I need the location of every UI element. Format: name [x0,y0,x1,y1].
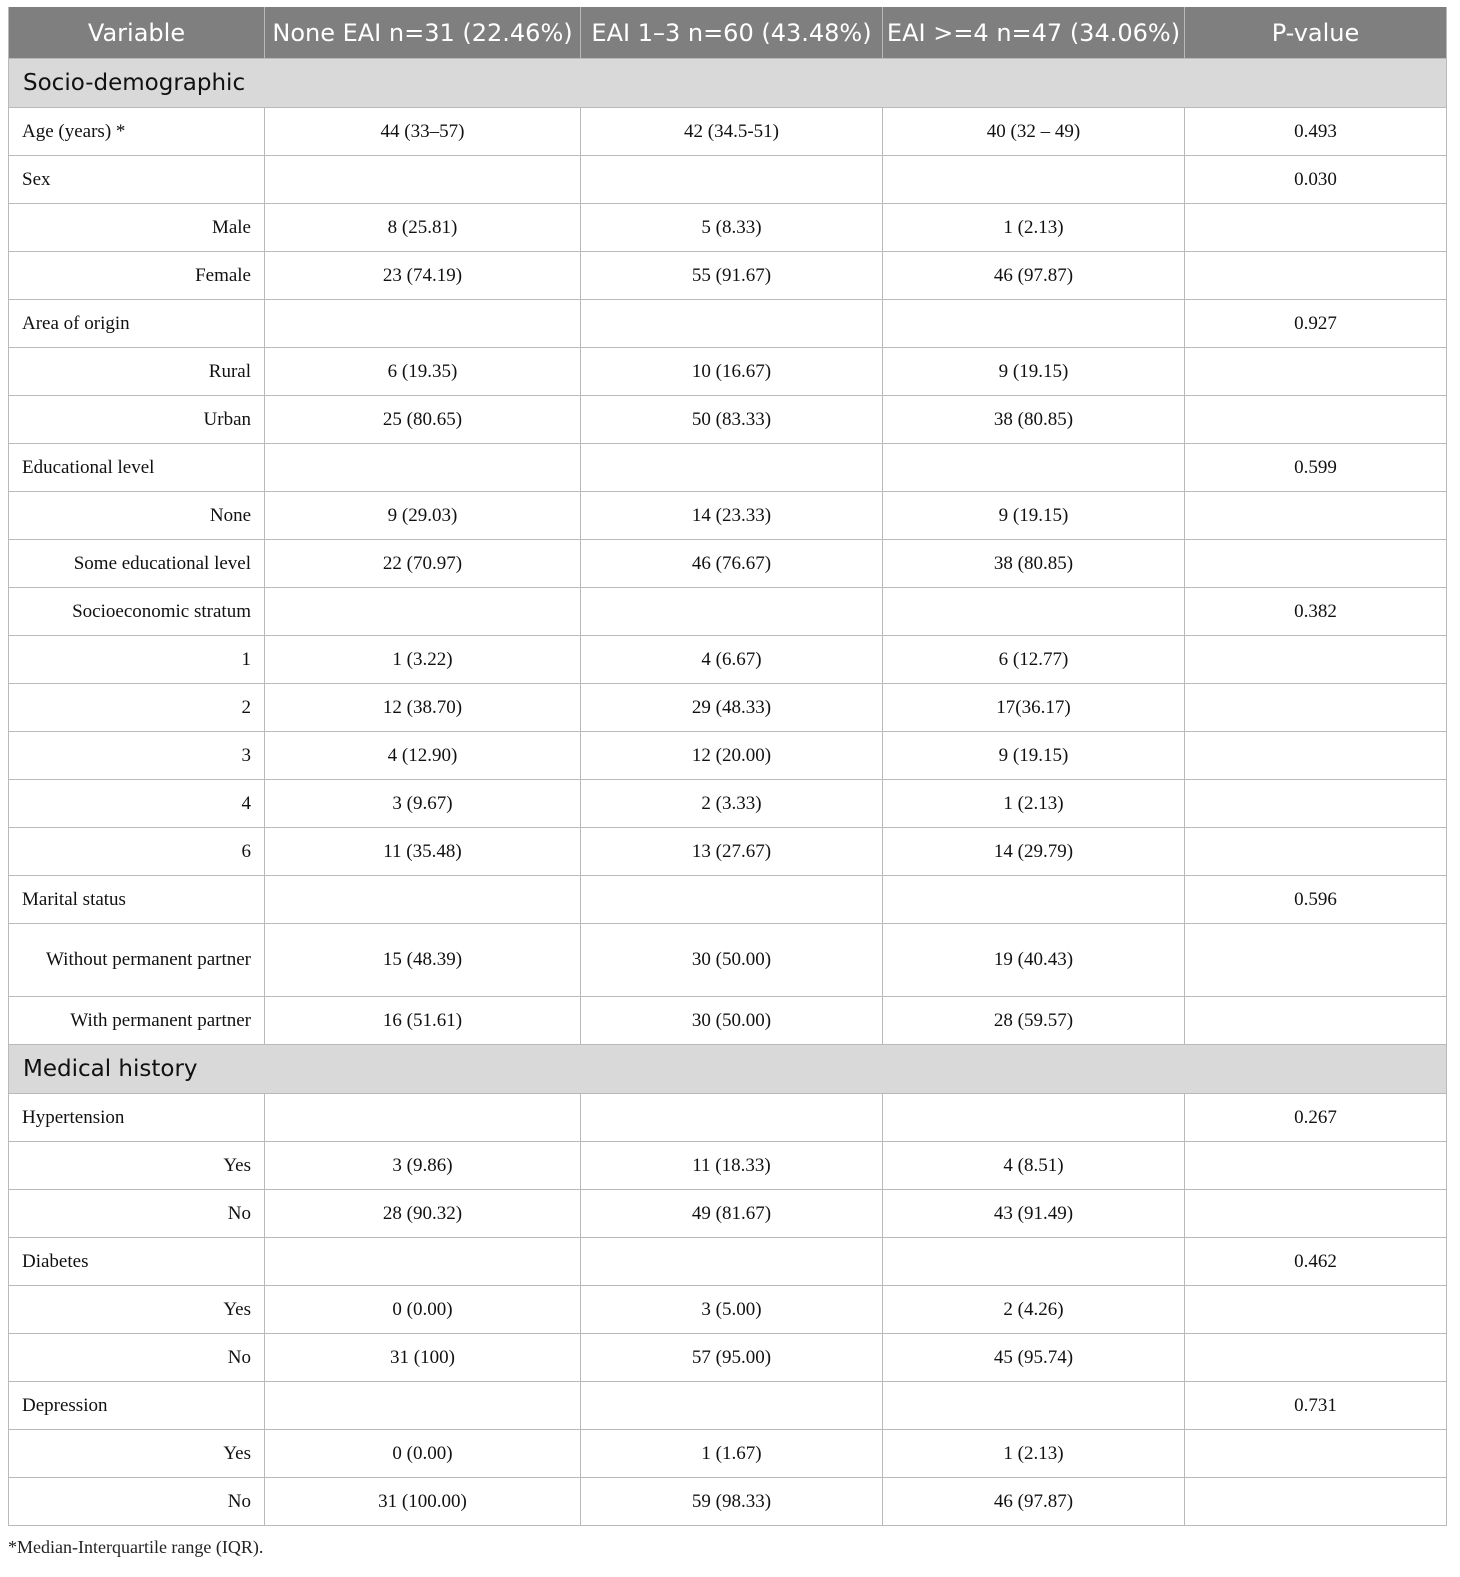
eai-4-plus-cell: 28 (59.57) [883,997,1185,1045]
none-eai-cell: 8 (25.81) [265,204,581,252]
p-value-cell [1185,396,1447,444]
p-value-cell [1185,1430,1447,1478]
p-value-cell: 0.927 [1185,300,1447,348]
p-value-cell [1185,204,1447,252]
category-label: Some educational level [9,540,265,588]
table-row [9,636,1447,684]
variable-label: Area of origin [9,300,265,348]
none-eai-cell [265,1094,581,1142]
table-row [9,876,1447,924]
section-header-row [9,59,1447,108]
eai-1-3-cell [581,1382,883,1430]
p-value-cell: 0.731 [1185,1382,1447,1430]
eai-1-3-cell: 30 (50.00) [581,997,883,1045]
eai-1-3-cell: 46 (76.67) [581,540,883,588]
table-row [9,732,1447,780]
variable-label: Age (years) * [9,108,265,156]
eai-4-plus-cell: 38 (80.85) [883,540,1185,588]
variable-label: Depression [9,1382,265,1430]
p-value-cell [1185,1286,1447,1334]
table-row [9,588,1447,636]
category-label: No [9,1334,265,1382]
eai-1-3-cell: 49 (81.67) [581,1190,883,1238]
eai-4-plus-cell [883,156,1185,204]
eai-4-plus-cell: 46 (97.87) [883,1478,1185,1526]
table-row [9,300,1447,348]
variable-label: Hypertension [9,1094,265,1142]
p-value-cell: 0.493 [1185,108,1447,156]
category-label: 6 [9,828,265,876]
p-value-cell [1185,1334,1447,1382]
none-eai-cell: 31 (100) [265,1334,581,1382]
p-value-cell [1185,780,1447,828]
table-row [9,108,1447,156]
table-row [9,1142,1447,1190]
table-row [9,540,1447,588]
section-title: Medical history [9,1045,1447,1094]
p-value-cell [1185,492,1447,540]
variable-label: Educational level [9,444,265,492]
table-row [9,444,1447,492]
header-variable: Variable [9,7,265,59]
section-title: Socio-demographic [9,59,1447,108]
header-eai-4-plus: EAI >=4 n=47 (34.06%) [883,7,1185,59]
none-eai-cell: 6 (19.35) [265,348,581,396]
eai-4-plus-cell: 14 (29.79) [883,828,1185,876]
table-container [8,7,1446,1526]
none-eai-cell: 0 (0.00) [265,1286,581,1334]
p-value-cell [1185,348,1447,396]
category-label: No [9,1478,265,1526]
eai-4-plus-cell [883,1382,1185,1430]
none-eai-cell [265,1238,581,1286]
category-label: Rural [9,348,265,396]
table-row [9,492,1447,540]
eai-4-plus-cell: 9 (19.15) [883,348,1185,396]
category-label: Without permanent partner [9,924,265,997]
header-none-eai: None EAI n=31 (22.46%) [265,7,581,59]
table-header [9,7,1447,59]
eai-1-3-cell: 12 (20.00) [581,732,883,780]
eai-1-3-cell: 11 (18.33) [581,1142,883,1190]
none-eai-cell: 23 (74.19) [265,252,581,300]
p-value-cell [1185,252,1447,300]
none-eai-cell: 44 (33–57) [265,108,581,156]
eai-4-plus-cell [883,444,1185,492]
category-label: Urban [9,396,265,444]
none-eai-cell: 25 (80.65) [265,396,581,444]
none-eai-cell [265,1382,581,1430]
eai-1-3-cell [581,156,883,204]
eai-4-plus-cell [883,1094,1185,1142]
eai-1-3-cell: 55 (91.67) [581,252,883,300]
table-row [9,1478,1447,1526]
p-value-cell [1185,828,1447,876]
category-label: No [9,1190,265,1238]
p-value-cell [1185,1142,1447,1190]
category-label: None [9,492,265,540]
category-label: 2 [9,684,265,732]
p-value-cell: 0.599 [1185,444,1447,492]
none-eai-cell: 28 (90.32) [265,1190,581,1238]
none-eai-cell [265,300,581,348]
eai-1-3-cell: 10 (16.67) [581,348,883,396]
table-row [9,1334,1447,1382]
category-label: Female [9,252,265,300]
category-label: Yes [9,1286,265,1334]
eai-1-3-cell [581,876,883,924]
none-eai-cell: 4 (12.90) [265,732,581,780]
eai-1-3-cell [581,444,883,492]
category-label: 4 [9,780,265,828]
none-eai-cell: 1 (3.22) [265,636,581,684]
eai-4-plus-cell: 6 (12.77) [883,636,1185,684]
table-row [9,396,1447,444]
p-value-cell [1185,997,1447,1045]
eai-1-3-cell: 59 (98.33) [581,1478,883,1526]
none-eai-cell: 3 (9.67) [265,780,581,828]
table-row [9,1286,1447,1334]
table-row [9,1382,1447,1430]
table-row [9,348,1447,396]
eai-4-plus-cell: 4 (8.51) [883,1142,1185,1190]
header-p-value: P-value [1185,7,1447,59]
table-row [9,997,1447,1045]
none-eai-cell: 12 (38.70) [265,684,581,732]
category-label: Socioeconomic stratum [9,588,265,636]
eai-4-plus-cell [883,1238,1185,1286]
p-value-cell [1185,1478,1447,1526]
none-eai-cell: 15 (48.39) [265,924,581,997]
table-row [9,204,1447,252]
p-value-cell: 0.030 [1185,156,1447,204]
eai-1-3-cell: 57 (95.00) [581,1334,883,1382]
table-row [9,828,1447,876]
p-value-cell: 0.267 [1185,1094,1447,1142]
eai-4-plus-cell: 46 (97.87) [883,252,1185,300]
eai-1-3-cell: 4 (6.67) [581,636,883,684]
category-label: Yes [9,1430,265,1478]
eai-4-plus-cell: 43 (91.49) [883,1190,1185,1238]
category-label: With permanent partner [9,997,265,1045]
p-value-cell: 0.596 [1185,876,1447,924]
none-eai-cell: 3 (9.86) [265,1142,581,1190]
variable-label: Sex [9,156,265,204]
eai-4-plus-cell [883,300,1185,348]
p-value-cell [1185,732,1447,780]
eai-4-plus-cell: 45 (95.74) [883,1334,1185,1382]
none-eai-cell: 31 (100.00) [265,1478,581,1526]
eai-4-plus-cell: 1 (2.13) [883,1430,1185,1478]
eai-1-3-cell: 14 (23.33) [581,492,883,540]
eai-1-3-cell: 42 (34.5-51) [581,108,883,156]
eai-1-3-cell: 30 (50.00) [581,924,883,997]
none-eai-cell: 16 (51.61) [265,997,581,1045]
none-eai-cell [265,588,581,636]
eai-1-3-cell: 1 (1.67) [581,1430,883,1478]
category-label: Male [9,204,265,252]
table-row [9,156,1447,204]
table-row [9,1430,1447,1478]
none-eai-cell [265,876,581,924]
variable-label: Diabetes [9,1238,265,1286]
table-row [9,924,1447,997]
header-row [9,7,1447,59]
category-label: 1 [9,636,265,684]
category-label: Yes [9,1142,265,1190]
table-row [9,1094,1447,1142]
table-row [9,780,1447,828]
table-row [9,1190,1447,1238]
eai-1-3-cell [581,300,883,348]
eai-4-plus-cell [883,588,1185,636]
none-eai-cell: 9 (29.03) [265,492,581,540]
header-eai-1-3: EAI 1–3 n=60 (43.48%) [581,7,883,59]
table-row [9,1238,1447,1286]
p-value-cell [1185,540,1447,588]
none-eai-cell [265,444,581,492]
eai-1-3-cell [581,1094,883,1142]
p-value-cell [1185,1190,1447,1238]
eai-1-3-cell [581,1238,883,1286]
eai-4-plus-cell: 2 (4.26) [883,1286,1185,1334]
eai-4-plus-cell: 1 (2.13) [883,204,1185,252]
none-eai-cell [265,156,581,204]
eai-4-plus-cell: 9 (19.15) [883,732,1185,780]
eai-4-plus-cell: 38 (80.85) [883,396,1185,444]
eai-4-plus-cell: 9 (19.15) [883,492,1185,540]
eai-4-plus-cell: 17(36.17) [883,684,1185,732]
eai-1-3-cell: 5 (8.33) [581,204,883,252]
characteristics-table [8,7,1447,1526]
eai-1-3-cell: 13 (27.67) [581,828,883,876]
eai-4-plus-cell [883,876,1185,924]
table-body [9,59,1447,1526]
p-value-cell: 0.382 [1185,588,1447,636]
p-value-cell [1185,924,1447,997]
eai-4-plus-cell: 40 (32 – 49) [883,108,1185,156]
none-eai-cell: 22 (70.97) [265,540,581,588]
eai-4-plus-cell: 19 (40.43) [883,924,1185,997]
p-value-cell: 0.462 [1185,1238,1447,1286]
category-label: 3 [9,732,265,780]
none-eai-cell: 11 (35.48) [265,828,581,876]
eai-1-3-cell: 50 (83.33) [581,396,883,444]
eai-1-3-cell [581,588,883,636]
none-eai-cell: 0 (0.00) [265,1430,581,1478]
table-row [9,684,1447,732]
eai-1-3-cell: 3 (5.00) [581,1286,883,1334]
p-value-cell [1185,636,1447,684]
variable-label: Marital status [9,876,265,924]
eai-1-3-cell: 2 (3.33) [581,780,883,828]
table-footnote: *Median-Interquartile range (IQR). [8,1537,264,1557]
section-header-row [9,1045,1447,1094]
p-value-cell [1185,684,1447,732]
eai-1-3-cell: 29 (48.33) [581,684,883,732]
eai-4-plus-cell: 1 (2.13) [883,780,1185,828]
table-row [9,252,1447,300]
